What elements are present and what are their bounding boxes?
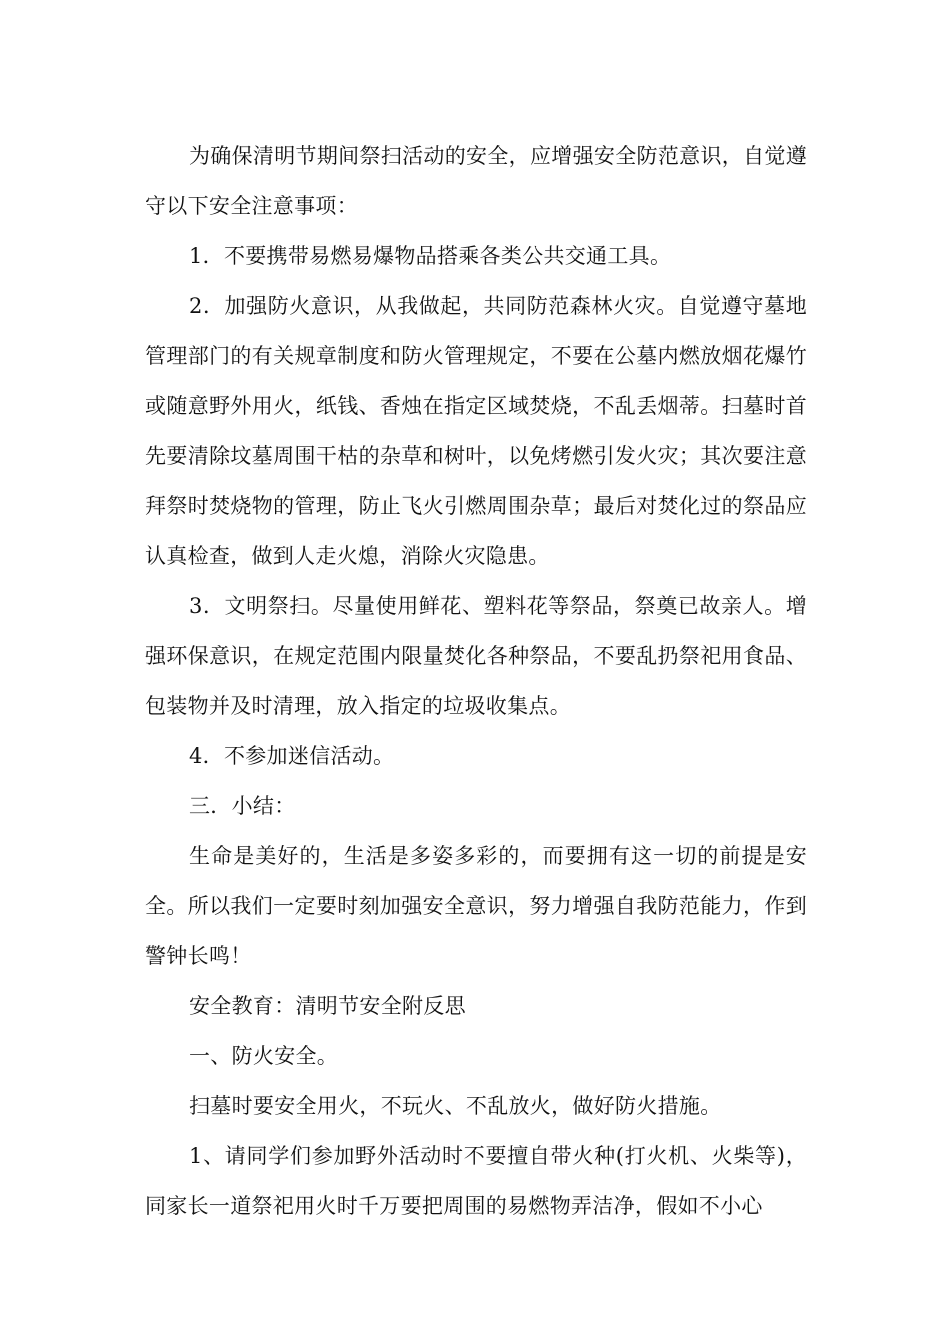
paragraph-item-3: 3．文明祭扫。尽量使用鲜花、塑料花等祭品，祭奠已故亲人。增强环保意识，在规定范围内限量焚化各种祭品，不要乱扔祭祀用食品、包装物并及时清理，放入指定的垃圾收集点。 <box>145 594 807 718</box>
paragraph-fire-safety: 扫墓时要安全用火，不玩火、不乱放火，做好防火措施。 <box>189 1094 722 1118</box>
paragraph-item-1: 1．不要携带易燃易爆物品搭乘各类公共交通工具。 <box>189 244 672 268</box>
section-title-safety-education: 安全教育：清明节安全附反思 <box>189 994 466 1018</box>
paragraph-item-4: 4．不参加迷信活动。 <box>189 744 395 768</box>
paragraph-fire-item-1: 1、请同学们参加野外活动时不要擅自带火种(打火机、火柴等)，同家长一道祭祀用火时千万要把周围的易燃物弄洁净，假如不小心 <box>145 1144 807 1218</box>
section-heading-summary: 三．小结： <box>189 794 296 818</box>
paragraph-summary: 生命是美好的，生活是多姿多彩的，而要拥有这一切的前提是安全。所以我们一定要时刻加强安全意识，努力增强自我防范能力，作到警钟长鸣！ <box>145 844 807 968</box>
paragraph-item-2: 2．加强防火意识，从我做起，共同防范森林火灾。自觉遵守墓地管理部门的有关规章制度和防火管理规定，不要在公墓内燃放烟花爆竹或随意野外用火，纸钱、香烛在指定区域焚烧，不乱丢烟蒂。扫墓时首先要清除坟墓周围干枯的杂草和树叶，以免烤燃引发火灾；其次要注意拜祭时焚烧物的管理，防止飞火引燃周围杂草；最后对焚化过的祭品应认真检查，做到人走火熄，消除火灾隐患。 <box>145 294 807 568</box>
section-heading-fire-safety: 一、防火安全。 <box>189 1044 339 1068</box>
paragraph-intro: 为确保清明节期间祭扫活动的安全，应增强安全防范意识，自觉遵守以下安全注意事项： <box>145 144 807 218</box>
document-body <box>145 131 807 1231</box>
